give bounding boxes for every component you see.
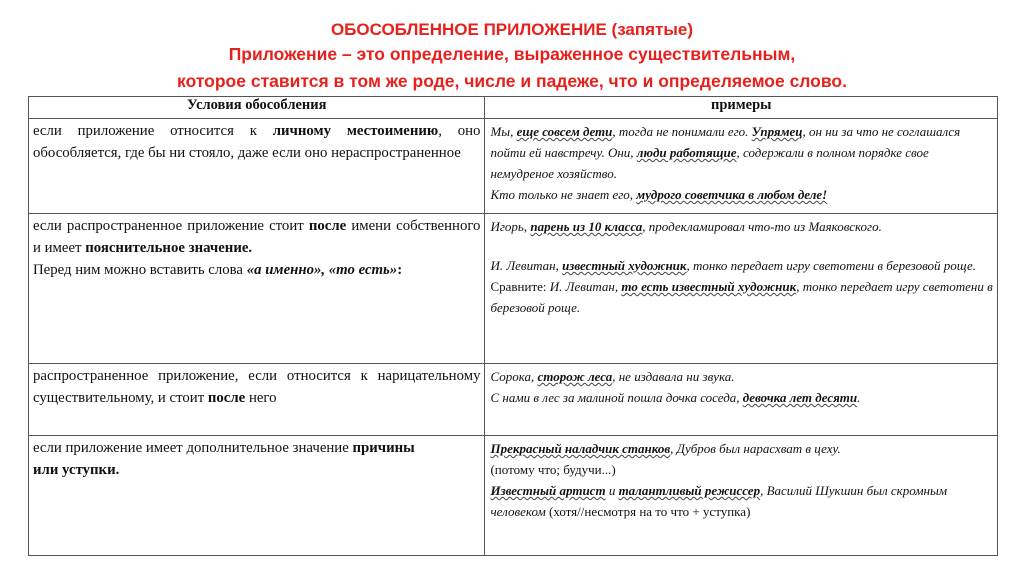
- condition-text: если приложение имеет дополнительное значение: [33, 440, 353, 456]
- condition-text: если распространенное приложение стоит: [33, 218, 309, 234]
- table-row: [29, 214, 998, 364]
- example-text: .: [857, 390, 861, 405]
- condition-cell: [29, 119, 485, 214]
- slide-title: ОБОСОБЛЕННОЕ ПРИЛОЖЕНИЕ (запятые): [330, 20, 694, 39]
- table-row: [29, 364, 998, 436]
- example-text: , тонко передает игру светотени в березовой роще.: [686, 258, 976, 273]
- condition-text: имени собственного и имеет: [33, 218, 481, 256]
- example-note: (хотя//несмотря на то что + уступка): [549, 504, 751, 519]
- condition-text: , оно обособляется, где бы ни стояло, даже если оно нераспространенное: [33, 123, 481, 161]
- condition-text: :: [397, 262, 403, 278]
- condition-bold: пояснительное значение.: [85, 240, 253, 256]
- example-text: С нами в лес за малиной пошла дочка соседа,: [490, 390, 743, 405]
- example-appositive: сторож леса: [537, 369, 613, 384]
- example-appositive: то есть известный художник: [621, 279, 797, 294]
- example-appositive: еще совсем дети: [516, 124, 613, 139]
- table-header-row: [29, 97, 998, 119]
- example-cell: [485, 119, 998, 214]
- example-appositive: парень из 10 класса: [530, 219, 643, 234]
- condition-text: Перед ним можно вставить слова: [33, 262, 247, 278]
- example-text: и: [605, 483, 619, 498]
- example-cell: [485, 364, 998, 436]
- example-text: , Дубров был нарасхват в цеху.: [670, 441, 841, 456]
- example-note: (потому что; будучи...): [490, 462, 616, 477]
- example-appositive: мудрого советчика в любом деле!: [636, 187, 828, 202]
- example-text: И. Левитан,: [549, 279, 622, 294]
- condition-cell: [29, 436, 485, 556]
- example-cell: [485, 436, 998, 556]
- table-row: [29, 436, 998, 556]
- example-text: , тонко передает игру светотени в березовой роще.: [490, 279, 993, 315]
- example-text: , он ни за что не соглашался пойти ей навстречу. Они,: [490, 124, 961, 160]
- example-text: , содержали в полном порядке свое немудреное хозяйство.: [490, 145, 929, 181]
- definition-line-1: Приложение – это определение, выраженное существительным,: [228, 44, 796, 64]
- example-text: , продекламировал что-то из Маяковского.: [642, 219, 882, 234]
- condition-bold: причины: [352, 440, 415, 456]
- condition-text: если приложение относится к: [33, 123, 273, 139]
- header-examples: примеры: [485, 97, 998, 119]
- example-text: , Василий Шукшин был скромным человеком: [490, 483, 948, 519]
- table-row: [29, 119, 998, 214]
- condition-bold: личному местоимению: [272, 123, 439, 139]
- condition-cell: [29, 364, 485, 436]
- definition-line-2: которое ставится в том же роде, числе и падеже, что и определяемое слово.: [177, 71, 847, 91]
- example-appositive: девочка лет десяти: [742, 390, 858, 405]
- condition-bold: после: [207, 390, 246, 406]
- example-text: Сравните:: [490, 279, 550, 294]
- condition-bold: или уступки.: [33, 462, 120, 478]
- example-appositive: Прекрасный наладчик станков: [490, 441, 671, 456]
- example-appositive: Упрямец: [751, 124, 803, 139]
- example-appositive: талантливый режиссер: [618, 483, 761, 498]
- condition-bold: «а именно», «то есть»: [246, 262, 398, 278]
- example-appositive: люди работящие: [636, 145, 737, 160]
- example-appositive: Известный артист: [490, 483, 606, 498]
- condition-cell: [29, 214, 485, 364]
- example-text: Игорь,: [490, 219, 531, 234]
- example-text: Кто только не знает его,: [490, 187, 637, 202]
- example-text: Сорока,: [490, 369, 538, 384]
- example-text: , не издавала ни звука.: [612, 369, 735, 384]
- example-text: Мы,: [490, 124, 517, 139]
- example-cell: [485, 214, 998, 364]
- rules-table: [28, 96, 998, 556]
- condition-text: распространенное приложение, если относится к нарицательному существительному, и стоит: [33, 368, 481, 406]
- example-appositive: известный художник: [562, 258, 687, 273]
- condition-bold: после: [308, 218, 347, 234]
- header-conditions: Условия обособления: [29, 97, 485, 119]
- example-text: , тогда не понимали его.: [612, 124, 752, 139]
- example-text: И. Левитан,: [490, 258, 563, 273]
- condition-text: него: [245, 390, 277, 406]
